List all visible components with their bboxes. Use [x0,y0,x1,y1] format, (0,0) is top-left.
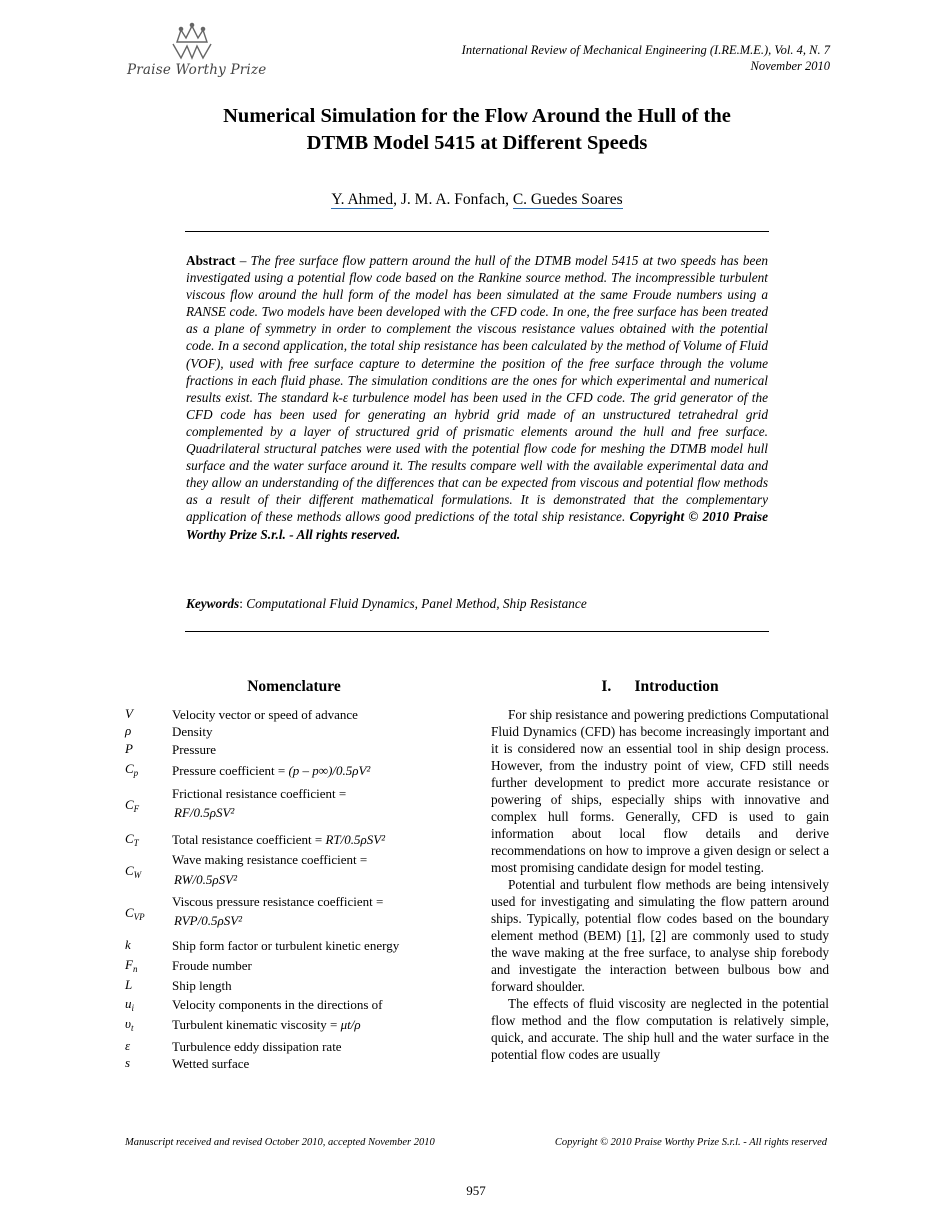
author-fonfach: , J. M. A. Fonfach, [393,191,513,208]
divider-top [185,231,769,232]
nom-definition: Ship length [172,978,232,993]
nom-formula: μt/ρ [340,1017,361,1032]
journal-name: International Review of Mechanical Engineering (I.RE.M.E.), Vol. 4, N. 7 [461,43,830,57]
publisher-logo-text: Praise Worthy Prize [127,62,267,78]
authors [120,191,834,209]
title-line-1: Numerical Simulation for the Flow Around the Hull of the [223,105,731,127]
nom-definition: Pressure [172,742,217,757]
nom-formula: RVP/0.5ρSV² [174,913,243,928]
nom-formula: RT/0.5ρSV² [325,832,386,847]
keywords-value: Computational Fluid Dynamics, Panel Method, Ship Resistance [246,596,587,611]
nomenclature-heading: Nomenclature [247,678,341,695]
abstract [186,252,768,543]
nom-definition: Velocity vector or speed of advance [172,707,358,722]
nom-symbol: $C_{VP}$ [125,905,145,922]
nom-symbol: $\upsilon_t$ [125,1016,134,1033]
journal-date: November 2010 [750,59,830,73]
nom-symbol: $u_i$ [125,996,135,1013]
nom-definition: Froude number [172,958,252,973]
nom-definition: Turbulent kinematic viscosity = μt/ρ [172,1017,361,1032]
nom-definition: Frictional resistance coefficient = [172,786,347,801]
nom-symbol: $C_T$ [125,831,139,848]
intro-paragraph-3: The effects of fluid viscosity are neglected in the potential flow method and the flow computation is relatively simple, quick, and accurate. The ship hull and the water surface in the potential flow codes are usually [491,996,829,1062]
nom-symbol: s [125,1055,131,1070]
nom-symbol: ρ [125,723,132,738]
divider-bottom [185,631,769,632]
intro-paragraph-2: Potential and turbulent flow methods are being intensively used for investigating and simulating the flow pattern around ships. Typically, potential flow codes based on the boundary element method (BEM) [1], [2] are commonly used to study the wave making at the free surface, to analyse ship forebody and investigate the interaction between bulbous bow and forward shoulder. [491,877,829,994]
abstract-dash: – [235,253,251,268]
nom-definition: Viscous pressure resistance coefficient = [172,894,384,909]
nom-definition: Pressure coefficient = (p – p∞)/0.5ρV² [172,763,371,778]
author-link-ahmed[interactable]: Y. Ahmed [331,191,394,208]
journal-header [462,42,830,74]
nom-definition: Ship form factor or turbulent kinetic energy [172,938,400,953]
introduction-body [491,706,829,1063]
abstract-copyright: Copyright © 2010 Praise Worthy Prize S.r.l. - All rights reserved. [186,509,768,542]
nom-symbol: V [125,706,133,721]
nom-definition: Turbulence eddy dissipation rate [172,1039,342,1054]
abstract-body: The free surface flow pattern around the hull of the DTMB model 5415 at two speeds has been investigated using a potential flow code based on the Rankine source method. The incompressible turbulent viscous flow around the hull form of the model has been simulated at the same Froude numbers using a RANSE code. Two models have been developed with the CFD code. In one, the free surface has been treated as a plane of symmetry in order to complement the viscous resistance values obtained with the potential code. In a second application, the total ship resistance has been calculated by the method of Volume of Fluid (VOF), used with free surface capture to determine the position of the free surface through the volume fractions in each fluid phase. The simulation conditions are the ones for which experimental and numerical results exist. The standard k-ε turbulence model has been used in the CFD code. The grid generator of the CFD code has been used for generating an hybrid grid made of an unstructured tetrahedral grid complemented by a layer of structured grid of prismatic elements around the hull and free surface. Quadrilateral structural patches were used with the potential flow code for meshing the DTMB model hull surface and the water surface around it. The results compare well with the available experimental data and they allow an understanding of the differences that can be expected from viscous and potential flow methods as a result of their different mathematical formulations. It is demonstrated that the complementary application of these methods allows good predictions of the total ship resistance. [186,253,769,525]
nom-formula: RF/0.5ρSV² [174,805,235,820]
nom-definition: Total resistance coefficient = RT/0.5ρSV² [172,832,386,847]
keywords-label: Keywords [186,596,240,611]
nom-definition: Wave making resistance coefficient = [172,852,368,867]
nom-symbol: $C_F$ [125,797,140,814]
reference-link-2[interactable]: [2] [650,928,667,943]
footer-received: Manuscript received and revised October 2010, accepted November 2010 [125,1137,435,1148]
nom-symbol: $F_n$ [125,957,138,974]
reference-link-1[interactable]: [1] [626,928,642,943]
author-link-guedes-soares[interactable]: C. Guedes Soares [512,191,623,208]
title-line-2: DTMB Model 5415 at Different Speeds [306,132,648,154]
footer-copyright: Copyright © 2010 Praise Worthy Prize S.r.l. - All rights reserved [554,1137,827,1148]
introduction-heading: I. Introduction [601,678,719,695]
nom-symbol: $C_W$ [125,863,142,880]
page-number: 957 [466,1183,486,1198]
keywords [186,596,768,612]
nom-definition: Density [172,724,213,739]
nom-symbol: L [125,977,133,992]
abstract-label: Abstract [186,253,236,268]
paper-title [120,103,834,157]
nom-formula: (p – p∞)/0.5ρV² [288,763,371,778]
nom-symbol: P [125,741,133,756]
nom-definition: Velocity components in the directions of [172,997,383,1012]
intro-paragraph-1: For ship resistance and powering predictions Computational Fluid Dynamics (CFD) has become increasingly important and it is considered now an essential tool in ship design process. However, from the industry point of view, CFD still needs further development to predict more accurate resistance or powering of ships, especially ships with innovative and complex hull forms. Generally, CFD is used to gain information about local flow details and derive recommendations on how to improve a given design or select a most promising candidate design for model testing. [491,707,829,875]
nom-formula: RW/0.5ρSV² [174,872,237,887]
keywords-sep: : [239,596,247,611]
nom-symbol: $C_p$ [125,761,139,778]
nom-definition: Wetted surface [172,1056,250,1071]
nom-symbol: k [125,937,131,952]
nom-symbol: ε [125,1038,131,1053]
